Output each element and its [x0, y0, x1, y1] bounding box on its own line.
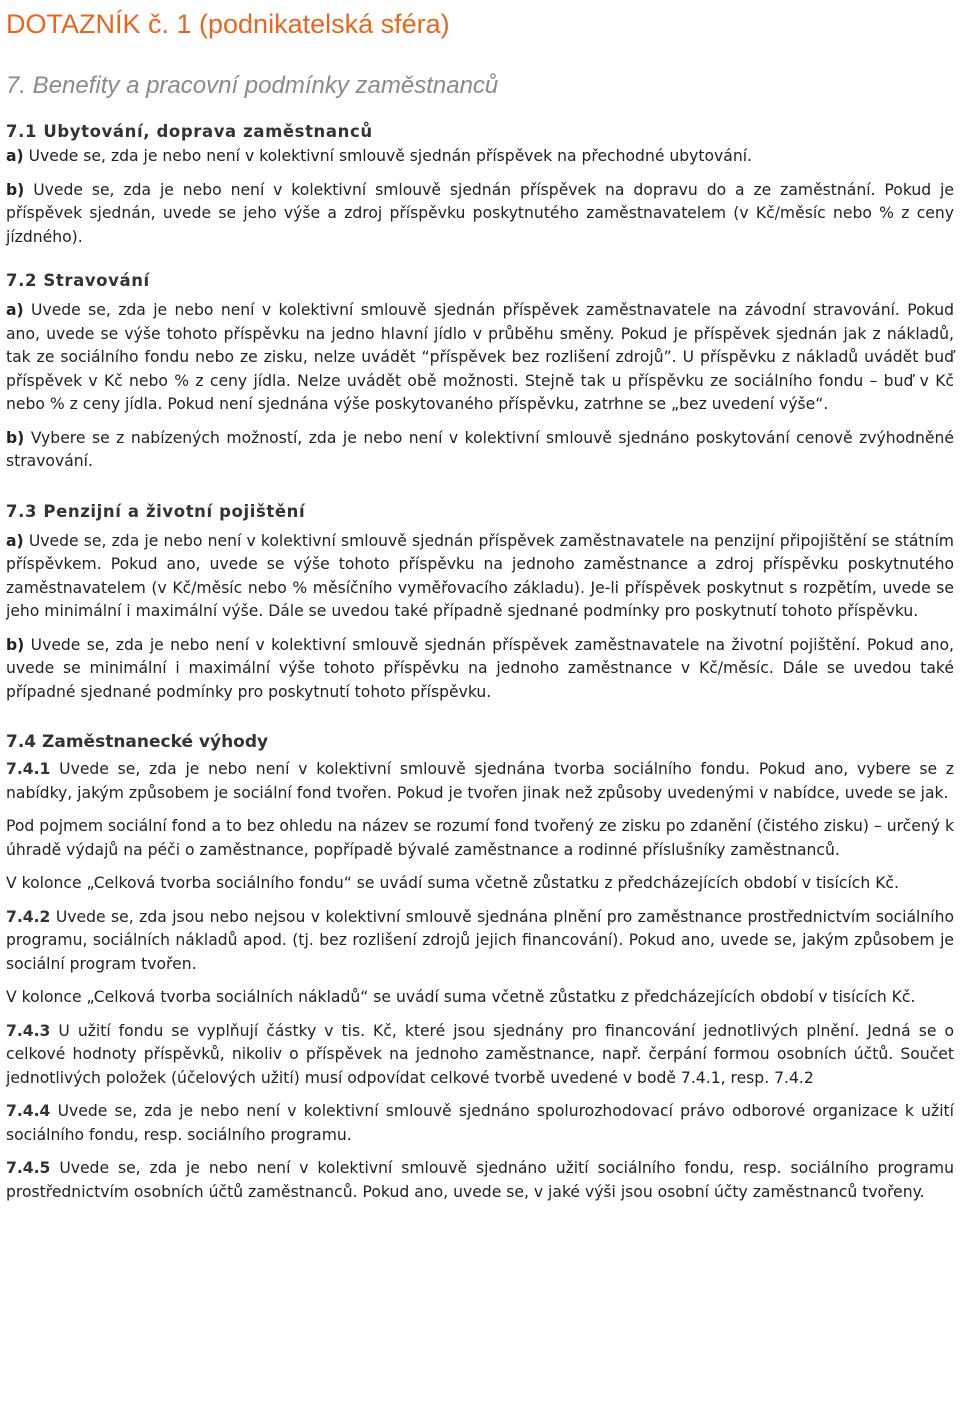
item-marker: b)	[6, 428, 25, 447]
item-number: 7.4.3	[6, 1021, 51, 1040]
item-number: 7.4.4	[6, 1102, 51, 1120]
section-title-7-4: 7.4 Zaměstnanecké výhody	[6, 732, 269, 752]
paragraph-text: U užití fondu se vyplňují částky v tis. Kč, které jsou sjednány pro financování jednotlivých plnění. Jedná se o celkové hodnoty příspěvků, nikoliv o příspěvek na jednoho zaměstnance, např. čerpání formou osobních účtů. Součet jednotlivých položek (účelových užití) musí odpovídat celkové tvorbě uvedené v bodě 7.4.1, resp. 7.4.2	[6, 1021, 954, 1087]
paragraph-text: Uvede se, zda je nebo není v kolektivní smlouvě sjednáno spolurozhodovací právo odborové organizace k užití sociálního fondu, resp. sociálního programu.	[6, 1102, 954, 1144]
item-marker: a)	[6, 147, 24, 165]
paragraph-text: Vybere se z nabízených možností, zda je nebo není v kolektivní smlouvě sjednáno poskytování cenově zvýhodněné stravování.	[6, 428, 954, 470]
item-marker: a)	[6, 531, 24, 550]
paragraph-text: Uvede se, zda je nebo není v kolektivní smlouvě sjednán příspěvek zaměstnavatele na penzijní připojištění se státním příspěvkem. Pokud ano, uvede se výše tohoto příspěvku na jednoho zaměstnance a zdroj příspěvku poskytnutého zaměstnavatelem (v Kč/měsíc nebo % měsíčního vyměřovacího základu). Je-li příspěvek poskytnut s rozpětím, uvede se jeho minimální i maximální výše. Dále se uvedou také případně sjednané podmínky pro poskytnutí tohoto příspěvku.	[6, 531, 954, 620]
paragraph-text: Uvede se, zda jsou nebo nejsou v kolektivní smlouvě sjednána plnění pro zaměstnance prostřednictvím sociálního programu, sociálních nákladů apod. (tj. bez rozlišení zdrojů jejich financování). Pokud ano, uvede se, jakým způsobem je sociální program tvořen.	[6, 907, 954, 973]
paragraph-text: Uvede se, zda je nebo není v kolektivní smlouvě sjednána tvorba sociálního fondu. Pokud ano, vybere se z nabídky, jakým způsobem je sociální fond tvořen. Pokud je tvořen jinak než způsoby uvedenými v nabídce, uvede se jak.	[6, 760, 954, 802]
paragraph-social-fund-definition: Pod pojmem sociální fond a to bez ohledu na název se rozumí fond tvořený ze zisku po zdanění (čistého zisku) – určený k úhradě výdajů na péči o zaměstnance, popřípadě bývalé zaměstnance a rodinné příslušníky zaměstnanců.	[6, 817, 954, 859]
chapter-title: 7. Benefity a pracovní podmínky zaměstnanců	[6, 72, 499, 99]
paragraph-7-3-a	[6, 530, 954, 624]
paragraph-column-note-fund: V kolonce „Celková tvorba sociálního fondu“ se uvádí suma včetně zůstatku z předcházejících období v tisících Kč.	[6, 874, 899, 892]
paragraph-7-4-3	[6, 1020, 954, 1091]
paragraph-7-2-a	[6, 299, 954, 417]
item-marker: b)	[6, 180, 25, 199]
item-marker: a)	[6, 301, 24, 319]
paragraph-column-note-costs: V kolonce „Celková tvorba sociálních nákladů“ se uvádí suma včetně zůstatku z předcházejících období v tisících Kč.	[6, 988, 916, 1006]
paragraph-text: Uvede se, zda je nebo není v kolektivní smlouvě sjednáno užití sociálního fondu, resp. sociálního programu prostřednictvím osobních účtů zaměstnanců. Pokud ano, uvede se, v jaké výši jsou osobní účty zaměstnanců tvořeny.	[6, 1159, 954, 1201]
paragraph-text: Uvede se, zda je nebo není v kolektivní smlouvě sjednán příspěvek zaměstnavatele na závodní stravování. Pokud ano, uvede se výše tohoto příspěvku na jedno hlavní jídlo v průběhu směny. Pokud je příspěvek sjednán jak z nákladů, tak ze sociálního fondu nebo ze zisku, nelze uvádět “příspěvek bez rozlišení zdrojů”. U příspěvku z nákladů uvádět buď příspěvek v Kč nebo % z ceny jídla. Nelze uvádět obě možnosti. Stejně tak u příspěvku ze sociálního fondu – buď v Kč nebo % z ceny jídla. Pokud není sjednána výše poskytovaného příspěvku, zatrhne se „bez uvedení výše“.	[6, 301, 954, 413]
paragraph-7-4-1	[6, 758, 954, 805]
section-title-7-2: 7.2 Stravování	[6, 271, 150, 290]
paragraph-text: Uvede se, zda je nebo není v kolektivní smlouvě sjednán příspěvek zaměstnavatele na životní pojištění. Pokud ano, uvede se minimální i maximální výše tohoto příspěvku na jednoho zaměstnance v Kč/měsíc. Dále se uvedou také případné sjednané podmínky pro poskytnutí tohoto příspěvku.	[6, 635, 954, 701]
paragraph-7-4-2	[6, 906, 954, 977]
document-title: DOTAZNÍK č. 1 (podnikatelská sféra)	[6, 9, 450, 39]
paragraph-text: Uvede se, zda je nebo není v kolektivní smlouvě sjednán příspěvek na dopravu do a ze zaměstnání. Pokud je příspěvek sjednán, uvede se jeho výše a zdroj příspěvku poskytnutého zaměstnavatelem (v Kč/měsíc nebo % z ceny jízdného).	[6, 180, 954, 246]
paragraph-7-4-5	[6, 1157, 954, 1204]
paragraph-7-1-a	[6, 145, 954, 169]
item-number: 7.4.1	[6, 760, 51, 778]
item-marker: b)	[6, 635, 25, 654]
paragraph-text: Uvede se, zda je nebo není v kolektivní smlouvě sjednán příspěvek na přechodné ubytování.	[28, 147, 752, 165]
paragraph-7-4-4	[6, 1100, 954, 1147]
item-number: 7.4.5	[6, 1159, 51, 1177]
section-title-7-3: 7.3 Penzijní a životní pojištění	[6, 501, 306, 521]
paragraph-7-2-b	[6, 427, 954, 474]
paragraph-7-1-b	[6, 179, 954, 250]
paragraph-7-3-b	[6, 634, 954, 705]
item-number: 7.4.2	[6, 907, 51, 926]
section-title-7-1: 7.1 Ubytování, doprava zaměstnanců	[6, 122, 373, 141]
